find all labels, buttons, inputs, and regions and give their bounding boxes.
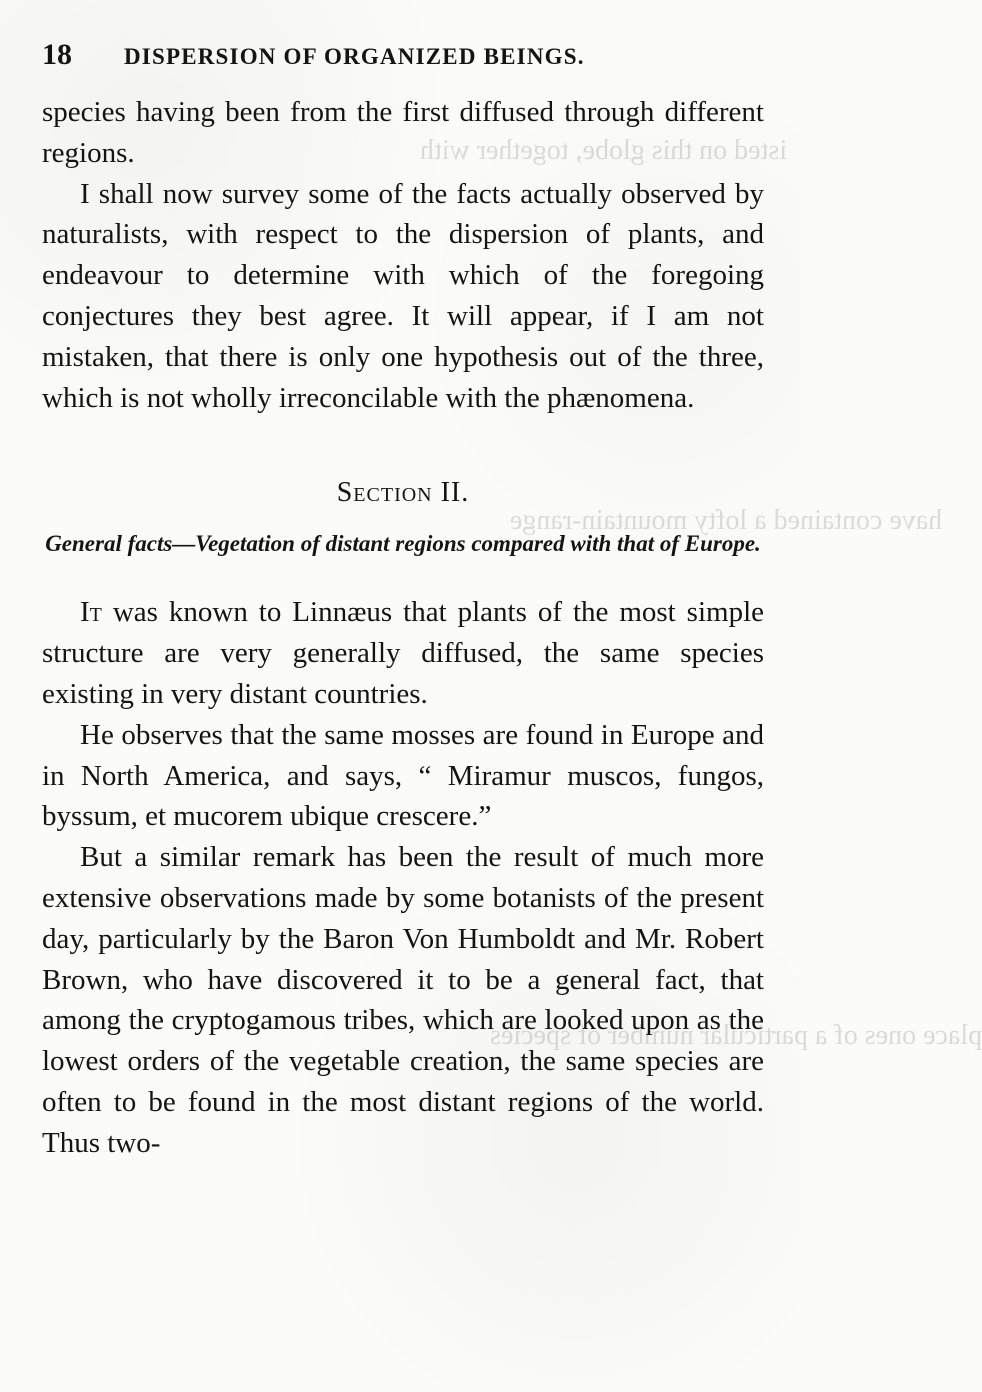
continued-paragraph: species having been from the first diffused through different regions. [42, 96, 764, 169]
section-summary: General facts—Vegetation of distant regions compared with that of Europe. [45, 531, 761, 557]
linnaeus-paragraph-text: was known to Linnæus that plants of the most simple structure are very generally diffused, the same species existing in very distant countries. [42, 596, 765, 710]
running-title: DISPERSION OF ORGANIZED BEINGS. [124, 44, 585, 69]
mosses-paragraph: He observes that the same mosses are found in Europe and in North America, and says, “ Miramur muscos, fungos, byssum, et mucorem ubique crescere.” [42, 718, 764, 833]
page-number: 18 [42, 38, 72, 71]
reverse-print-bleed: isted on this globe, together with [420, 135, 788, 166]
reverse-print-bleed: place ones of a particular number of species [490, 1020, 982, 1051]
paragraph-lead-word: It [80, 596, 102, 629]
section-title: Section II. [336, 477, 470, 509]
linnaeus-paragraph [42, 592, 764, 714]
section-heading [42, 476, 764, 510]
hypothesis-paragraph: I shall now survey some of the facts actually observed by naturalists, with respect to the dispersion of plants, and endeavour to determine with which of the foregoing conjectures they best agree. It will appear, if I am not mistaken, that there is only one hypothesis out of the three, which is not wholly irreconcilable with the phænomena. [42, 177, 764, 414]
cryptogamous-paragraph: But a similar remark has been the result of much more extensive observations made by some botanists of the present day, particularly by the Baron Von Humboldt and Mr. Robert Brown, who have discovered it to be a general fact, that among the cryptogamous tribes, which are looked upon as the lowest orders of the vegetable creation, the same species are often to be found in the most distant regions of the world. Thus two- [42, 841, 764, 1159]
reverse-print-bleed: have contained a lofty mountain-range [510, 505, 943, 536]
page-header [42, 38, 764, 92]
